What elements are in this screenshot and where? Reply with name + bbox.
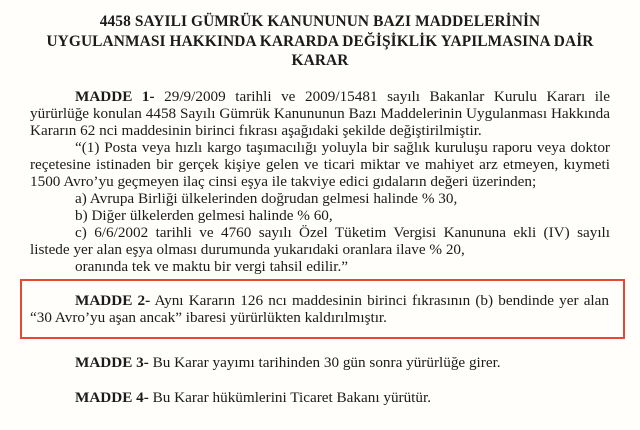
- article-madde3-text: Bu Karar yayımı tarihinden 30 gün sonra yürürlüğe girer.: [148, 353, 501, 371]
- article-madde4-label: MADDE 4-: [75, 388, 149, 406]
- title-line-3: KARAR: [291, 52, 349, 69]
- article-madde1-label: MADDE 1-: [75, 87, 155, 105]
- quote-closing-line: oranında tek ve maktu bir vergi tahsil edilir.”: [75, 257, 349, 275]
- title-line-2: UYGULANMASI HAKKINDA KARARDA DEĞİŞİKLİK YAPILMASINA DAİR: [46, 32, 594, 50]
- document-title: [30, 12, 610, 71]
- list-item-b: b) Diğer ülkelerden gelmesi halinde % 60,: [75, 206, 333, 224]
- article-madde2-label: MADDE 2-: [75, 291, 151, 309]
- article-madde2-text: Aynı Kararın 126 ncı maddesinin birinci fıkrasının (b) bendinde yer alan “30 Avro’yu aşan ancak” ibaresi yürürlükten kaldırılmıştır.: [30, 291, 609, 326]
- article-madde3-label: MADDE 3-: [75, 353, 149, 371]
- article-madde4-text: Bu Karar hükümlerini Ticaret Bakanı yürütür.: [148, 388, 432, 406]
- article-madde2: [30, 292, 609, 326]
- article-madde1: [30, 88, 610, 139]
- highlight-box: [20, 279, 625, 339]
- article-madde4: [30, 389, 610, 406]
- list-item-c: c) 6/6/2002 tarihli ve 4760 sayılı Özel Tüketim Vergisi Kanununa ekli (IV) sayılı listede yer alan eşya olması durumunda yukarıdaki oranlara ilave % 20,: [30, 223, 610, 258]
- article-madde3: [30, 354, 610, 371]
- list-item-a: a) Avrupa Birliği ülkelerinden doğrudan gelmesi halinde % 30,: [75, 189, 458, 207]
- title-line-1: 4458 SAYILI GÜMRÜK KANUNUNUN BAZI MADDELERİNİN: [99, 13, 541, 30]
- quote-intro-paragraph: “(1) Posta veya hızlı kargo taşımacılığı yoluyla bir sağlık kuruluşu raporu veya doktor reçetesine istinaden bir gerçek kişiye gelen ve ticari miktar ve mahiyet arz etmeyen, kıymeti 1500 Avro’yu geçmeyen ilaç cinsi eşya ile takviye edici gıdaların değeri üzerinden;: [30, 138, 610, 190]
- article-madde1-text: 29/9/2009 tarihli ve 2009/15481 sayılı Bakanlar Kurulu Kararı ile yürürlüğe konulan 4458 Sayılı Gümrük Kanununun Bazı Maddelerinin Uygulanması Hakkında Kararın 62 nci maddesinin birinci fıkrası aşağıdaki şekilde değiştirilmiştir.: [30, 87, 610, 139]
